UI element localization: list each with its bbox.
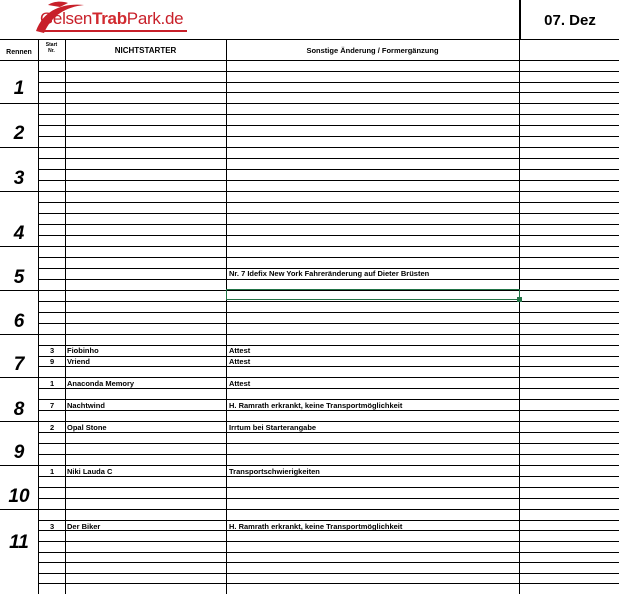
entry-note: Attest (229, 379, 251, 388)
grid-row-line (38, 498, 619, 499)
grid-row-line (0, 147, 619, 148)
race-number: 1 (13, 78, 25, 99)
entry-note: Irrtum bei Starterangabe (229, 423, 317, 432)
grid-row-line (38, 356, 619, 357)
grid-row-line (38, 345, 619, 346)
grid-row-line (38, 552, 619, 553)
race-number: 8 (13, 399, 25, 420)
grid-column-line (519, 40, 520, 594)
grid-row-line (0, 334, 619, 335)
col-header-start: Start (45, 42, 58, 48)
grid-column-line (65, 40, 66, 594)
grid-row-line (38, 562, 619, 563)
race-number: 5 (13, 267, 25, 288)
grid-row-line (38, 323, 619, 324)
grid-row-line (0, 191, 619, 192)
entry-start-nr: 2 (50, 423, 55, 432)
entry-horse-name: Anaconda Memory (67, 379, 135, 388)
grid-column-line (226, 40, 227, 594)
grid-row-line (38, 257, 619, 258)
entry-note: H. Ramrath erkrankt, keine Transportmöglichkeit (229, 401, 403, 410)
grid-row-line (38, 125, 619, 126)
entry-note: Transportschwierigkeiten (229, 467, 320, 476)
grid-row-line (38, 180, 619, 181)
grid-row-line (38, 114, 619, 115)
grid-row-line (38, 92, 619, 93)
entry-start-nr: 1 (50, 379, 55, 388)
grid-row-line (38, 213, 619, 214)
grid-row-line (38, 476, 619, 477)
grid-row-line (38, 443, 619, 444)
entry-horse-name: Vriend (67, 357, 90, 366)
sheet-header (0, 0, 619, 40)
race-number: 2 (13, 123, 25, 144)
entry-horse-name: Der Biker (67, 522, 101, 531)
entry-start-nr: 7 (50, 401, 55, 410)
entry-horse-name: Fiobinho (67, 346, 99, 355)
grid-row-line (38, 583, 619, 584)
col-header-start-nr (38, 42, 65, 54)
col-header-sonstige: Sonstige Änderung / Formergänzung (306, 46, 439, 55)
entry-horse-name: Niki Lauda C (67, 467, 113, 476)
grid-row-line (0, 246, 619, 247)
entry-start-nr: 9 (50, 357, 55, 366)
race-number: 7 (13, 354, 25, 375)
grid-row-line (38, 432, 619, 433)
entry-note: H. Ramrath erkrankt, keine Transportmöglichkeit (229, 522, 403, 531)
col-header-nr: Nr. (48, 48, 55, 54)
entry-start-nr: 1 (50, 467, 55, 476)
race-number: 6 (13, 311, 25, 332)
grid-row-line (38, 169, 619, 170)
grid-row-line (38, 487, 619, 488)
grid-row-line (38, 301, 619, 302)
grid-row-line (38, 224, 619, 225)
race-number: 10 (8, 486, 30, 507)
race-number: 11 (9, 532, 29, 553)
grid-row-line (38, 279, 619, 280)
entry-start-nr: 3 (50, 346, 55, 355)
logo-part-park: Park.de (126, 9, 184, 28)
entry-note: Attest (229, 357, 251, 366)
selected-cell[interactable] (226, 289, 520, 300)
entry-horse-name: Opal Stone (67, 423, 107, 432)
grid-row-line (38, 71, 619, 72)
grid-row-line (38, 82, 619, 83)
race-number: 9 (13, 442, 25, 463)
entry-start-nr: 3 (50, 522, 55, 531)
grid-row-line (38, 158, 619, 159)
race-date: 07. Dez (519, 0, 619, 40)
grid-row-line (38, 235, 619, 236)
grid-row-line (38, 136, 619, 137)
gelsentrabpark-logo (40, 2, 226, 36)
fill-handle[interactable] (517, 297, 522, 302)
grid-row-line (0, 509, 619, 510)
entry-note: Attest (229, 346, 251, 355)
grid-row-line (38, 312, 619, 313)
grid-row-line (0, 103, 619, 104)
grid-row-line (38, 541, 619, 542)
col-header-rennen: Rennen (6, 49, 32, 56)
grid-row-line (38, 366, 619, 367)
grid-row-line (0, 60, 619, 61)
logo-part-trab: Trab (92, 9, 127, 28)
entry-note: Nr. 7 Idefix New York Fahreränderung auf Dieter Brüsten (229, 269, 430, 278)
grid-row-line (38, 573, 619, 574)
grid-row-line (38, 202, 619, 203)
race-number: 4 (13, 223, 25, 244)
grid-column-line (38, 40, 39, 594)
logo-part-gelsen: Gelsen (40, 9, 93, 28)
race-number: 3 (13, 168, 25, 189)
entry-horse-name: Nachtwind (67, 401, 105, 410)
grid-row-line (38, 454, 619, 455)
col-header-nichtstarter: NICHTSTARTER (114, 46, 177, 55)
